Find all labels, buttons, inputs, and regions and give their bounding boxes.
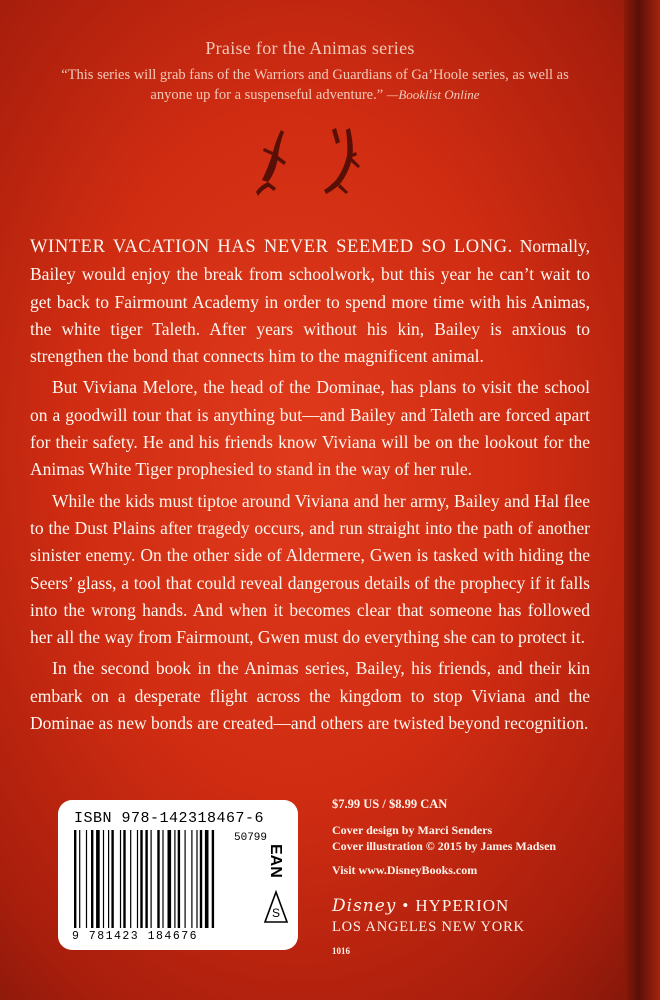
disney-logo: Disney (332, 896, 397, 916)
publisher-logo (332, 896, 582, 916)
description-paragraph-4: In the second book in the Animas series, Bailey, his friends, and their kin embark on a desperate flight across the kingdom to stop Viviana and the Dominae as new bonds are created—and others are twisted beyond recognition. (30, 658, 590, 734)
publisher-cities: LOS ANGELES NEW YORK (332, 919, 525, 935)
s-triangle-icon (263, 890, 289, 924)
description-paragraph-2: But Viviana Melore, the head of the Dominae, has plans to visit the school on a goodwill tour that is anything but—and Bailey and Taleth are forced apart for their safety. He and his friends know Viviana will be on the lookout for the Animas White Tiger prophesied to stand in the way of her rule. (30, 377, 590, 480)
lead-line: WINTER VACATION HAS NEVER SEEMED SO LONG. (30, 237, 513, 257)
hyperion-name: HYPERION (415, 896, 510, 915)
publisher-info (332, 797, 582, 956)
svg-text:S: S (271, 906, 281, 920)
quote-source: —Booklist Online (386, 87, 480, 102)
isbn-label: ISBN 978-142318467-6 (74, 810, 265, 827)
barcode-panel (58, 800, 298, 950)
back-cover-description (30, 233, 590, 737)
description-paragraph-1 (30, 233, 590, 370)
ean-label: EAN (267, 844, 284, 878)
paragraph-1-text: Normally, Bailey would enjoy the break from schoolwork, but this year he can’t wait to get back to Fairmount Academy in order to spend more time with his Animas, the white tiger Taleth. After years without his kin, Bailey is anxious to strengthen the bond that connects him to the magnificent animal. (30, 236, 591, 367)
barcode-bars (74, 830, 254, 930)
website-text: Visit www.DisneyBooks.com (332, 863, 478, 877)
cover-design-credit: Cover design by Marci Senders (332, 823, 493, 837)
description-paragraph-3: While the kids must tiptoe around Viviana and her army, Bailey and Hal flee to the Dust Plains after tragedy occurs, and run straight into the path of another sinister enemy. On the other side of Aldermere, Gwen is tasked with hiding the Seers’ glass, a tool that could reveal dangerous details of the prophecy if it falls into the wrong hands. And when it becomes clear that someone has followed her all the way from Fairmount, Gwen must do everything she can to protect it. (30, 490, 590, 648)
price-code: 50799 (234, 832, 268, 844)
barcode-digits: 9 781423 184676 (72, 930, 199, 943)
logo-bullet: • (402, 896, 410, 915)
praise-quote (50, 66, 580, 105)
praise-heading: Praise for the Animas series (205, 38, 415, 58)
cover-illustration-credit: Cover illustration © 2015 by James Madsen (332, 839, 557, 853)
quote-text: “This series will grab fans of the Warriors and Guardians of Ga’Hoole series, as well as anyone up for a suspenseful adventure.” (61, 67, 569, 103)
print-code: 1016 (332, 946, 350, 956)
spine-edge (624, 0, 660, 1000)
price-text: $7.99 US / $8.99 CAN (332, 797, 448, 811)
paw-prints-icon (248, 122, 378, 202)
credits (332, 822, 582, 854)
